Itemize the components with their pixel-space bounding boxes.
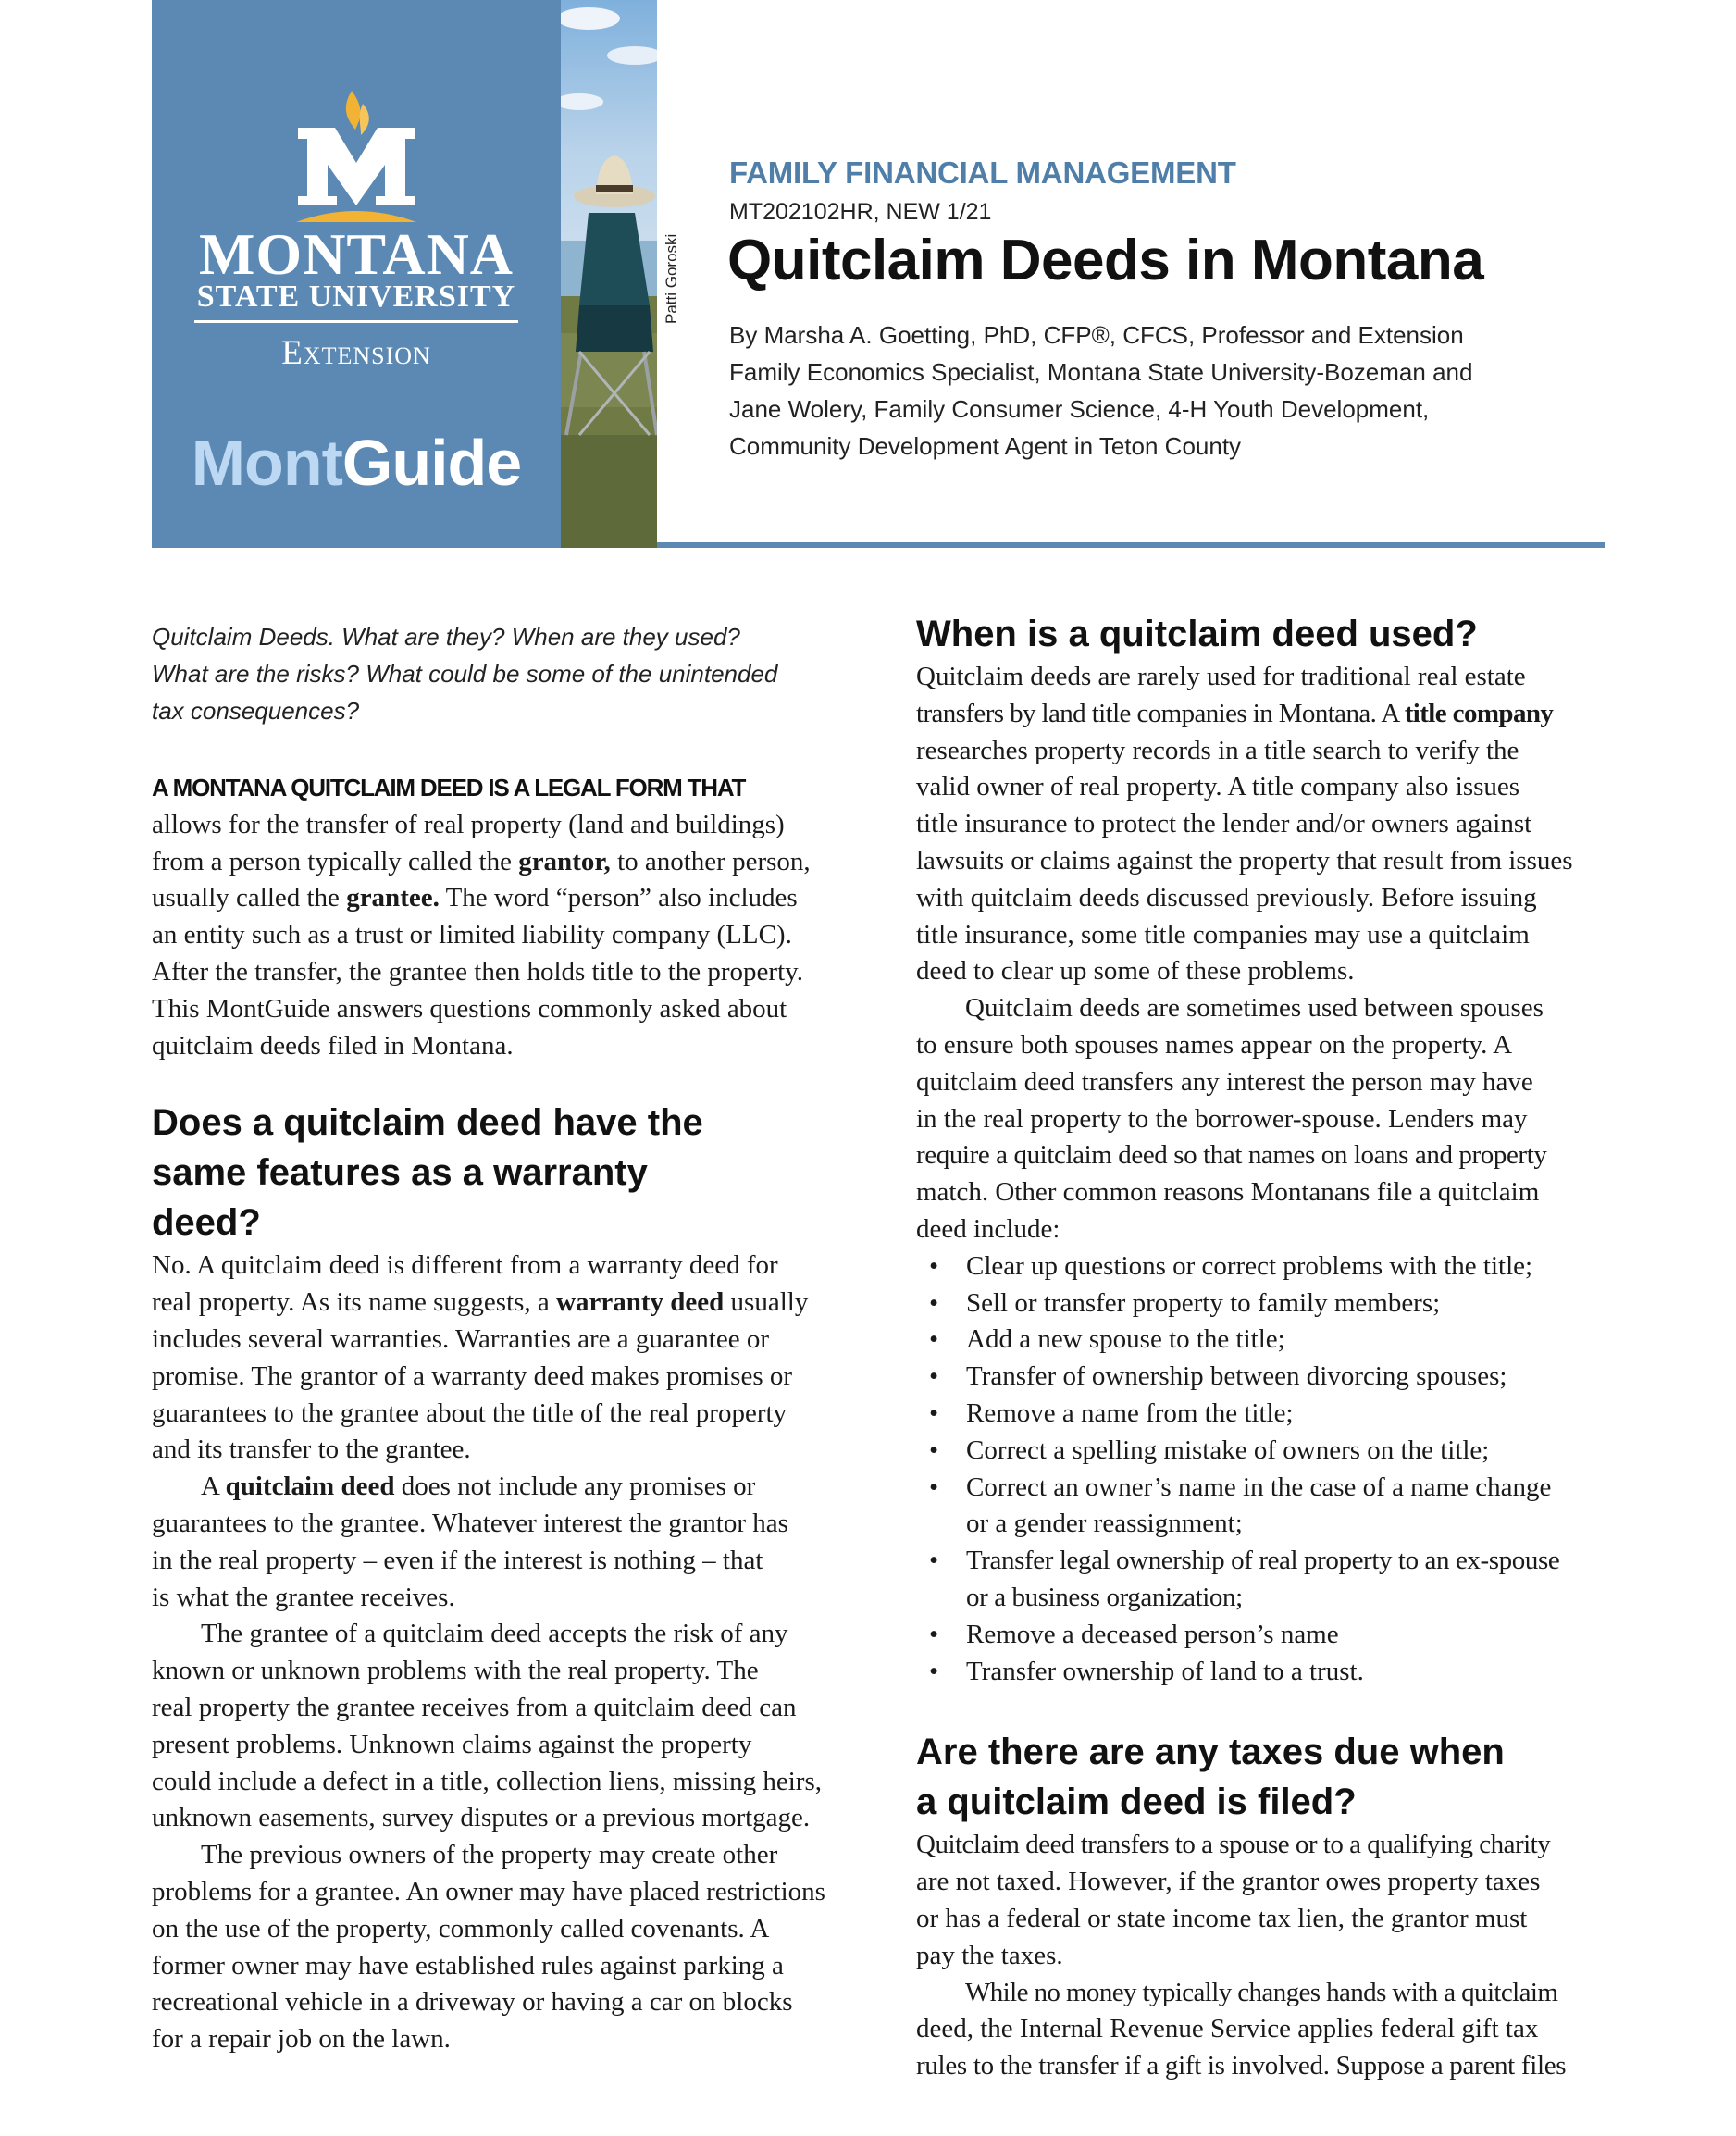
left-column [152,618,840,2058]
publication-number: MT202102HR, NEW 1/21 [729,199,992,225]
intro-text: The word “person” also includes [439,883,798,913]
paragraph-line: researches property records in a title search to verify the [916,735,1519,765]
brand-panel [152,0,561,548]
paragraph-line: are not taxed. However, if the grantor owes property taxes [916,1867,1541,1897]
paragraph-line: guarantees to the grantee about the title of the real property [152,1397,787,1428]
heading-line: same features as a warranty [152,1152,648,1194]
intro-line: an entity such as a trust or limited liability company (LLC). [152,920,792,950]
paragraph-line: or has a federal or state income tax lien, the grantor must [916,1903,1528,1933]
paragraph-spouses [916,990,1603,1248]
intro-line: After the transfer, the grantee then holds title to the property. [152,956,803,987]
list-item: • Transfer of ownership between divorcing spouses; [916,1359,1603,1396]
paragraph-gift-tax [916,1975,1603,2085]
intro-line: quitclaim deeds filed in Montana. [152,1030,514,1061]
paragraph-line: deed include: [916,1213,1060,1244]
paragraph-text: real property. As its name suggests, a [152,1287,557,1318]
paragraph-line: in the real property to the borrower-spouse. Lenders may [916,1103,1528,1134]
heading-features [152,1098,840,1248]
header-rule [657,542,1605,548]
intro-runin: A MONTANA QUITCLAIM DEED IS A LEGAL FORM THAT [152,774,746,801]
author-byline [729,317,1599,465]
intro-paragraph [152,770,840,1064]
intro-text: from a person typically called the [152,846,519,876]
paragraph-text: does not include any promises or [394,1472,756,1502]
paragraph-line: for a repair job on the lawn. [152,2024,451,2055]
paragraph-taxes [916,1827,1603,1974]
paragraph-line: rules to the transfer if a gift is involved. Suppose a parent files [916,2051,1567,2081]
paragraph-line: The grantee of a quitclaim deed accepts the risk of any [201,1619,788,1649]
heading-line: When is a quitclaim deed used? [916,614,1478,654]
paragraph-line: deed, the Internal Revenue Service applies federal gift tax [916,2014,1539,2044]
paragraph-line: problems for a grantee. An owner may have placed restrictions [152,1876,825,1906]
intro-text: usually called the [152,883,347,913]
paragraph-line: could include a defect in a title, collection liens, missing heirs, [152,1766,822,1796]
paragraph-line: and its transfer to the grantee. [152,1434,471,1465]
paragraph-quitclaim [152,1469,840,1616]
paragraph-line: While no money typically changes hands with a quitclaim [965,1977,1558,2007]
byline-line: Community Development Agent in Teton County [729,432,1242,460]
paragraph-line: deed to clear up some of these problems. [916,956,1355,987]
list-item-text: Transfer legal ownership of real property to an ex-spouse [966,1546,1560,1576]
list-item-text: Correct an owner’s name in the case of a name change [966,1472,1552,1502]
paragraph-line: lawsuits or claims against the property that result from issues [916,845,1573,876]
heading-line: a quitclaim deed is filed? [916,1782,1357,1823]
montguide-wordmark [152,426,561,500]
paragraph-line: includes several warranties. Warranties are a guarantee or [152,1323,770,1354]
list-item: • Remove a deceased person’s name [916,1617,1603,1654]
term-warranty-deed: warranty deed [556,1287,725,1318]
series-title: FAMILY FINANCIAL MANAGEMENT [729,155,1236,190]
paragraph-line: with quitclaim deeds discussed previously. Before issuing [916,882,1537,913]
byline-line: Jane Wolery, Family Consumer Science, 4-H Youth Development, [729,395,1430,423]
paragraph-warranty [152,1248,840,1469]
heading-line: Are there are any taxes due when [916,1732,1505,1773]
wordmark-mont: Mont [191,427,342,499]
paragraph-line: Quitclaim deeds are rarely used for traditional real estate [916,662,1526,691]
paragraph-line: to ensure both spouses names appear on the property. A [916,1029,1513,1060]
lead-line: tax consequences? [152,697,360,725]
list-item: • Clear up questions or correct problems with the title; [916,1248,1603,1285]
heading-line: deed? [152,1202,261,1244]
paragraph-line: The previous owners of the property may create other [201,1840,778,1870]
paragraph-line: is what the grantee receives. [152,1582,455,1612]
paragraph-line: real property the grantee receives from a quitclaim deed can [152,1692,797,1722]
list-item [916,1543,1603,1617]
brand-divider [194,320,518,323]
paragraph-line: former owner may have established rules against parking a [152,1950,784,1981]
paragraph-line: guarantees to the grantee. Whatever interest the grantor has [152,1508,788,1538]
paragraph-line: recreational vehicle in a driveway or having a car on blocks [152,1987,793,2018]
lead-questions [152,618,840,729]
paragraph-line: known or unknown problems with the real property. The [152,1656,759,1686]
paragraph-line: No. A quitclaim deed is different from a warranty deed for [152,1250,778,1281]
university-name-line-1: MONTANA [199,221,514,287]
paragraph-previous-owners [152,1837,840,2058]
list-item: • Transfer ownership of land to a trust. [916,1654,1603,1691]
list-item: • Add a new spouse to the title; [916,1322,1603,1359]
byline-line: Family Economics Specialist, Montana State University-Bozeman and [729,358,1473,386]
paragraph-text: transfers by land title companies in Montana. A [916,698,1405,728]
paragraph-text: usually [724,1287,809,1318]
paragraph-line: present problems. Unknown claims against the property [152,1729,752,1759]
paragraph-title-companies [916,659,1603,990]
lead-line: What are the risks? What could be some of the unintended [152,660,778,688]
cowboy-hat-photo [561,0,657,548]
paragraph-line: promise. The grantor of a warranty deed makes promises or [152,1360,793,1391]
paragraph-line: unknown easements, survey disputes or a previous mortgage. [152,1803,811,1833]
paragraph-risk [152,1616,840,1837]
paragraph-line: Quitclaim deed transfers to a spouse or to a qualifying charity [916,1830,1551,1860]
list-item: • Remove a name from the title; [916,1396,1603,1433]
term-quitclaim-deed: quitclaim deed [225,1472,395,1502]
paragraph-line: in the real property – even if the interest is nothing – that [152,1545,763,1575]
university-name-line-2: STATE UNIVERSITY [196,279,516,314]
paragraph-line: quitclaim deed transfers any interest the person may have [916,1066,1533,1097]
paragraph-line: on the use of the property, commonly called covenants. A [152,1913,770,1944]
list-item [916,1470,1603,1544]
term-title-company: title company [1404,698,1554,728]
paragraph-line: require a quitclaim deed so that names on loans and property [916,1140,1547,1171]
term-grantor: grantor, [518,846,611,876]
msu-flame-logo [291,85,422,224]
byline-line: By Marsha A. Goetting, PhD, CFP®, CFCS, Professor and Extension [729,321,1464,349]
photo-credit: Patti Goroski [663,233,680,324]
paragraph-line: title insurance to protect the lender and/or owners against [916,809,1532,839]
paragraph-line: valid owner of real property. A title company also issues [916,772,1520,802]
paragraph-line: Quitclaim deeds are sometimes used between spouses [965,993,1544,1024]
paragraph-line: title insurance, some title companies may use a quitclaim [916,919,1530,950]
wordmark-guide: Guide [341,427,522,499]
heading-taxes [916,1727,1603,1827]
intro-line: This MontGuide answers questions commonly asked about [152,993,787,1024]
extension-label: Extension [281,334,431,372]
paragraph-text: A [201,1472,226,1502]
term-grantee: grantee. [346,883,440,913]
document-title: Quitclaim Deeds in Montana [727,229,1484,292]
lead-line: Quitclaim Deeds. What are they? When are they used? [152,623,740,651]
list-item: • Correct a spelling mistake of owners on the title; [916,1433,1603,1470]
intro-text: to another person, [610,846,811,876]
paragraph-line: pay the taxes. [916,1940,1063,1970]
list-item: • Sell or transfer property to family members; [916,1285,1603,1323]
paragraph-line: match. Other common reasons Montanans file a quitclaim [916,1177,1540,1208]
list-item-text: or a gender reassignment; [966,1509,1243,1539]
list-item-text: or a business organization; [966,1582,1243,1612]
reasons-list [916,1248,1603,1691]
heading-line: Does a quitclaim deed have the [152,1102,703,1144]
right-column [916,614,1603,2085]
heading-when-used [916,609,1603,659]
intro-line: allows for the transfer of real property (land and buildings) [152,809,785,839]
